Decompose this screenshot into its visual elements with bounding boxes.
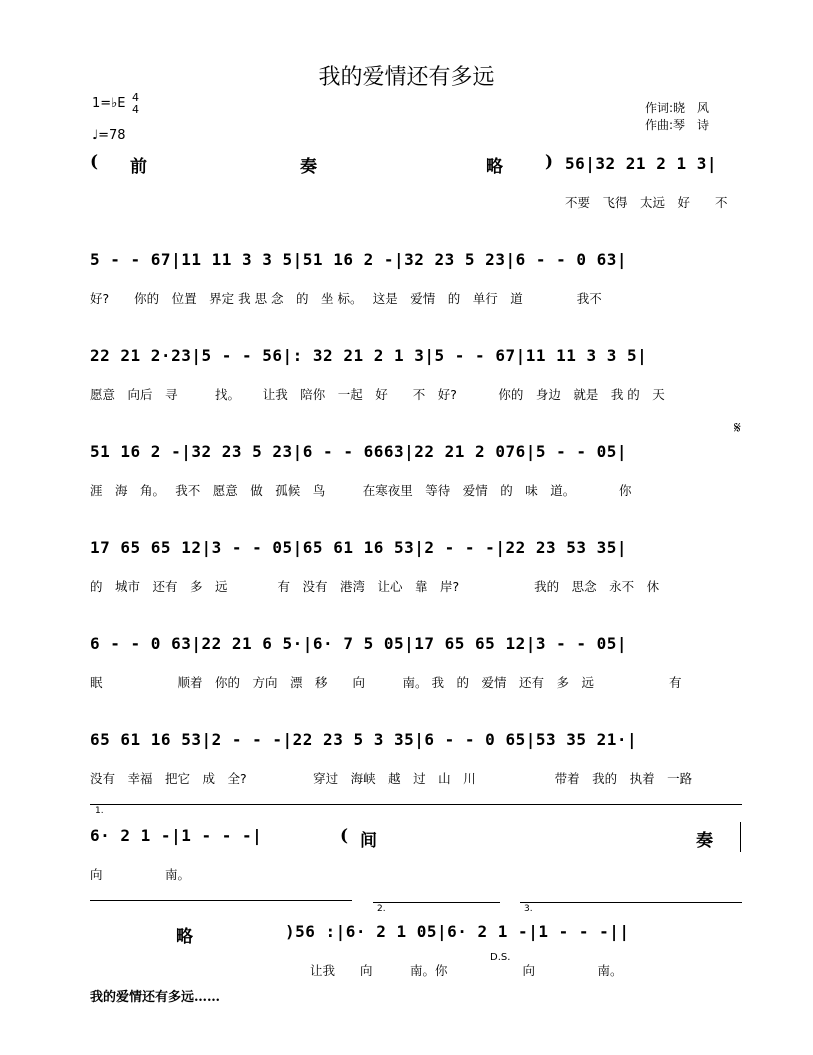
lyric-row-8: 向 南。 [90,867,191,882]
credits [645,100,709,134]
lyric-row-1: 不要 飞得 太远 好 不 [565,195,728,210]
notation-row-7: 65 61 16 53|2 - - -|22 23 5 3 35|6 - - 0 65|53 35 21·| [90,730,638,749]
volta-line-3 [520,902,742,903]
intro-c3: 略 [486,157,503,177]
time-top: 4 [132,91,139,104]
lyric-row-3: 愿意 向后 寻 找。 让我 陪你 一起 好 不 好? 你的 身边 就是 我 的 天 [90,387,665,402]
lyric-row-6: 眠 顺着 你的 方向 漂 移 向 南。 我 的 爱情 还有 多 远 有 [90,675,682,690]
composer: 作曲:琴 诗 [645,118,710,132]
notation-row-2: 5 - - 67|11 11 3 3 5|51 16 2 -|32 23 5 23|6 - - 0 63| [90,250,628,269]
intro-c2: 奏 [300,157,317,177]
intro-open: ( [90,152,99,172]
volta-line-1 [90,804,742,805]
volta-3-label: 3. [524,904,533,914]
interlude-c2: 奏 [696,831,713,851]
lyric-row-9: 让我 向 南。你 向 南。 [310,963,623,978]
notation-row-8: 6· 2 1 -|1 - - -| [90,826,263,845]
intro-c1: 前 [130,157,147,177]
volta-1-label: 1. [95,806,104,816]
lyricist: 作词:晓 风 [645,101,710,115]
lyric-row-7: 没有 幸福 把它 成 全? 穿过 海峡 越 过 山 川 带着 我的 执着 一路 [90,771,693,786]
lyric-row-5: 的 城市 还有 多 远 有 没有 港湾 让心 靠 岸? 我的 思念 永不 休 [90,579,660,594]
footer-text: 我的爱情还有多远…… [90,990,221,1005]
intro-close: ) [545,152,554,172]
notation-row-3: 22 21 2·23|5 - - 56|: 32 21 2 1 3|5 - - 67|11 11 3 3 5| [90,346,648,365]
interlude-top-line [90,900,352,901]
barline [740,822,741,852]
lyric-row-2: 好? 你的 位置 界定 我 思 念 的 坐 标。 这是 爱情 的 单行 道 我不 [90,291,602,306]
song-title: 我的爱情还有多远 [318,65,495,90]
volta-line-2 [373,902,500,903]
notation-row-9: )56 :|6· 2 1 05|6· 2 1 -|1 - - -|| [285,922,630,941]
key-label: 1=♭E [92,96,126,111]
notation-row-4: 51 16 2 -|32 23 5 23|6 - - 6663|22 21 2 076|5 - - 05| [90,442,628,461]
time-bottom: 4 [132,103,139,116]
notation-row-6: 6 - - 0 63|22 21 6 5·|6· 7 5 05|17 65 65 12|3 - - 05| [90,634,628,653]
interlude-c3: 略 [176,927,193,947]
tempo-mark: ♩=78 [92,128,126,143]
segno-icon: 𝄋 [734,418,741,437]
notation-row-5: 17 65 65 12|3 - - 05|65 61 16 53|2 - - -|22 23 53 35| [90,538,628,557]
interlude-c1: 间 [360,831,377,851]
ds-mark: D.S. [490,952,511,963]
time-signature [132,92,139,116]
lyric-row-4: 涯 海 角。 我不 愿意 做 孤候 鸟 在寒夜里 等待 爱情 的 味 道。 你 [90,483,632,498]
notation-row-1: 56|32 21 2 1 3| [565,154,717,173]
interlude-open: ( [340,826,349,846]
volta-2-label: 2. [377,904,386,914]
